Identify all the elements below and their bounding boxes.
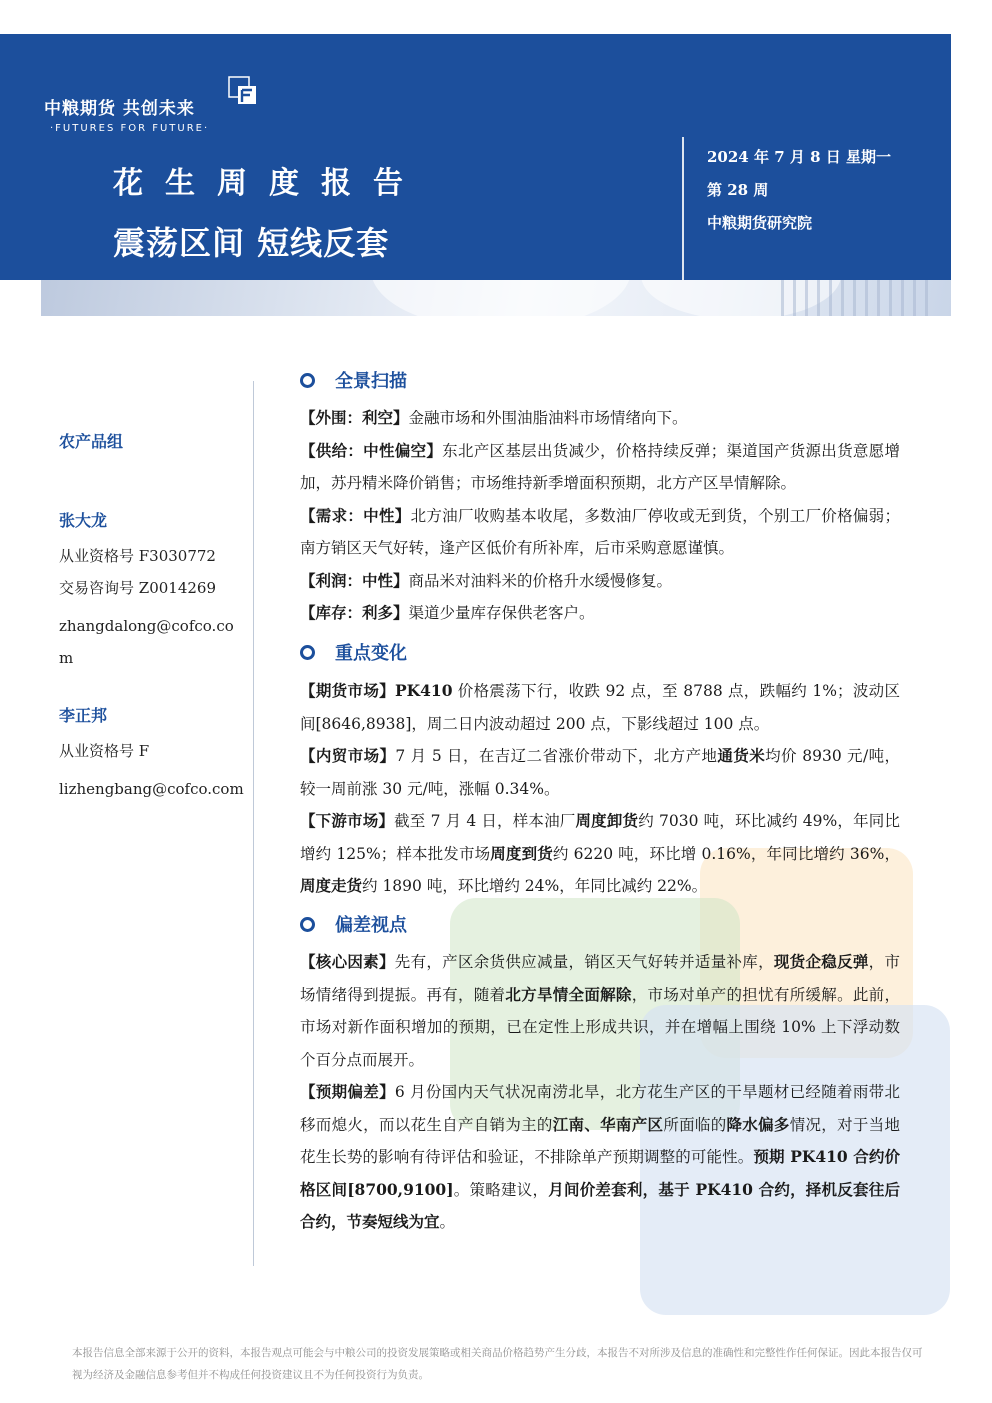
overview-list xyxy=(300,402,900,630)
expectation-deviation-item: 【预期偏差】6 月份国内天气状况南涝北旱，北方花生产区的干旱题材已经随着雨带北移而熄火，而以花生自产自销为主的江南、华南产区所面临的降水偏多情况，对于当地花生长势的影响有待评估和验证，不排除单产预期调整的可能性。预期 PK410 合约价格区间[8700,9100]。策略建议，月间价差套利，基于 PK410 合约，择机反套往后合约，节奏短线为宜。 xyxy=(300,1082,900,1231)
section-title-overview: 全景扫描 xyxy=(300,367,407,393)
bullet-circle-icon xyxy=(300,645,315,660)
domestic-market-item: 【内贸市场】7 月 5 日，在吉辽二省涨价带动下，北方产地通货米均价 8930 元/吨，较一周前涨 30 元/吨，涨幅 0.34%。 xyxy=(300,746,900,798)
overview-item: 【外围：利空】金融市场和外围油脂油料市场情绪向下。 xyxy=(300,408,688,427)
overview-item: 【库存：利多】渠道少量库存保供老客户。 xyxy=(300,603,595,622)
header-divider xyxy=(682,137,684,280)
report-week: 第 28 周 xyxy=(707,181,769,199)
company-logo xyxy=(44,94,209,134)
research-institute: 中粮期货研究院 xyxy=(707,214,813,232)
changes-list xyxy=(300,675,900,903)
report-title: 花生周度报告 xyxy=(113,166,425,201)
logo-text: 中粮期货 共创未来 xyxy=(44,99,195,119)
analyst-email: zhangdalong@cofco.com xyxy=(59,617,234,667)
overview-item: 【需求：中性】北方油厂收购基本收尾，多数油厂停收或无到货，个别工厂价格偏弱；南方销区天气好转，逢产区低价有所补库，后市采购意愿谨慎。 xyxy=(300,505,900,557)
section-title-changes: 重点变化 xyxy=(300,639,407,665)
overview-item: 【利润：中性】商品米对油料米的价格升水缓慢修复。 xyxy=(300,570,673,590)
header-banner xyxy=(0,34,951,280)
logo-slogan: ·FUTURES FOR FUTURE· xyxy=(50,123,210,134)
analyst-consult-license: 交易咨询号 Z0014269 xyxy=(59,579,216,597)
overview-item: 【供给：中性偏空】东北产区基层出货减少，价格持续反弹；渠道国产货源出货意愿增加，苏丹精米降价销售；市场维持新季增面积预期，北方产区旱情解除。 xyxy=(300,440,900,492)
core-factors-item: 【核心因素】先有，产区余货供应减量，销区天气好转并适量补库，现货企稳反弹，市场情绪得到提振。再有，随着北方旱情全面解除，市场对单产的担忧有所缓解。此前，市场对新作面积增加的预期，已在定性上形成共识，并在增幅上围绕 10% 上下浮动数个百分点而展开。 xyxy=(300,952,900,1069)
report-date: 2024 年 7 月 8 日 星期一 xyxy=(707,148,891,166)
sidebar-divider xyxy=(253,381,254,1266)
logo-mark-icon xyxy=(228,76,258,106)
analyst-name: 张大龙 xyxy=(59,511,108,530)
section-title-deviation: 偏差视点 xyxy=(300,911,407,937)
research-group: 农产品组 xyxy=(59,432,124,451)
disclaimer: 本报告信息全部来源于公开的资料，本报告观点可能会与中粮公司的投资发展策略或相关商品价格趋势产生分歧，本报告不对所涉及信息的准确性和完整性作任何保证。因此本报告仅可视为经济及金融信息参考但并不构成任何投资建议且不为任何投资行为负责。 xyxy=(72,1347,923,1381)
deviation-list xyxy=(300,946,900,1239)
futures-market-item: 【期货市场】PK410 价格震荡下行，收跌 92 点，至 8788 点，跌幅约 1%；波动区间[8646,8938]，周二日内波动超过 200 点，下影线超过 100 点。 xyxy=(300,681,900,733)
report-headline: 震荡区间 短线反套 xyxy=(113,224,390,262)
bullet-circle-icon xyxy=(300,917,315,932)
downstream-market-item: 【下游市场】截至 7 月 4 日，样本油厂周度卸货约 7030 吨，环比减约 49%，年同比增约 125%；样本批发市场周度到货约 6220 吨，环比增 0.16%，年同比增约 36%，周度走货约 1890 吨，环比增约 24%，年同比减约 22%。 xyxy=(300,811,900,895)
analyst-name: 李正邦 xyxy=(59,706,108,725)
bullet-circle-icon xyxy=(300,373,315,388)
analyst-license: 从业资格号 F3030772 xyxy=(59,547,216,565)
analyst-email: lizhengbang@cofco.com xyxy=(59,780,244,798)
analyst-license: 从业资格号 F xyxy=(59,742,150,760)
